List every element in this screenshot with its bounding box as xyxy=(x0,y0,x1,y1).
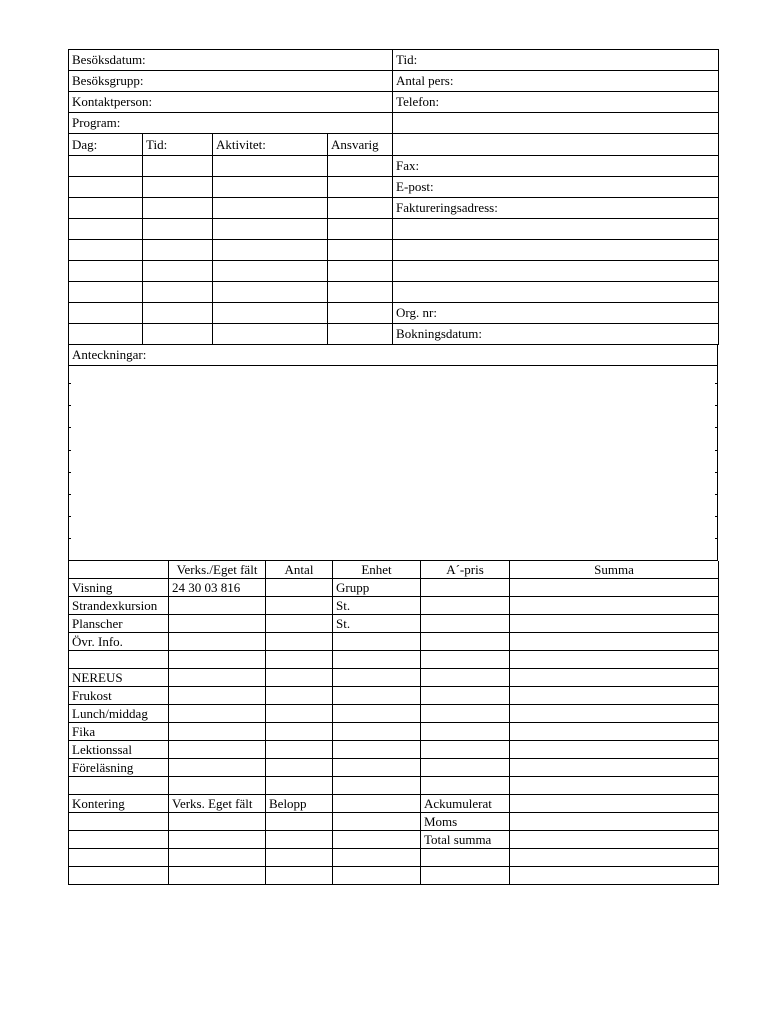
accounting-cell[interactable] xyxy=(421,849,510,867)
moms-value[interactable] xyxy=(510,813,719,831)
schedule-cell[interactable] xyxy=(143,156,213,177)
enhet-cell[interactable] xyxy=(333,651,421,669)
schedule-cell[interactable] xyxy=(69,282,143,303)
antal-pers-label: Antal pers: xyxy=(396,73,454,88)
blank-right-cell[interactable] xyxy=(393,261,719,282)
schedule-cell[interactable] xyxy=(328,324,393,345)
summa-cell[interactable] xyxy=(510,597,719,615)
belopp-label: Belopp xyxy=(266,795,333,813)
summa-cell[interactable] xyxy=(510,651,719,669)
kontaktperson-field[interactable] xyxy=(69,92,393,113)
antal-cell[interactable] xyxy=(266,687,333,705)
enhet-cell[interactable]: St. xyxy=(333,615,421,633)
accounting-cell[interactable] xyxy=(69,831,169,849)
apris-cell[interactable] xyxy=(421,741,510,759)
apris-cell[interactable] xyxy=(421,723,510,741)
schedule-cell[interactable] xyxy=(328,303,393,324)
schedule-cell[interactable] xyxy=(328,156,393,177)
apris-cell[interactable] xyxy=(421,597,510,615)
antal-cell[interactable] xyxy=(266,633,333,651)
moms-label: Moms xyxy=(421,813,510,831)
col-verks: Verks./Eget fält xyxy=(169,561,266,579)
schedule-cell[interactable] xyxy=(69,324,143,345)
faktureringsadress-label: Faktureringsadress: xyxy=(396,200,498,215)
enhet-cell[interactable] xyxy=(333,759,421,777)
schedule-cell[interactable] xyxy=(143,240,213,261)
apris-cell[interactable] xyxy=(421,687,510,705)
pricing-corner xyxy=(69,561,169,579)
verks-cell[interactable]: 24 30 03 816 xyxy=(169,579,266,597)
margin-tick xyxy=(68,405,71,406)
fax-field[interactable] xyxy=(393,156,719,177)
verks-cell[interactable] xyxy=(169,723,266,741)
margin-tick xyxy=(715,383,718,384)
margin-tick xyxy=(68,516,71,517)
accounting-cell[interactable] xyxy=(69,867,169,885)
schedule-cell[interactable] xyxy=(143,261,213,282)
verks-cell[interactable] xyxy=(169,669,266,687)
schedule-cell[interactable] xyxy=(69,198,143,219)
pricing-row xyxy=(69,705,719,723)
accounting-cell[interactable] xyxy=(266,831,333,849)
accounting-row xyxy=(69,795,719,813)
epost-label: E-post: xyxy=(396,179,434,194)
margin-tick xyxy=(68,450,71,451)
col-antal: Antal xyxy=(266,561,333,579)
col-ansvarig: Ansvarig xyxy=(328,134,393,156)
enhet-cell[interactable] xyxy=(333,777,421,795)
notes-label: Anteckningar: xyxy=(69,345,718,366)
schedule-cell[interactable] xyxy=(213,261,328,282)
notes-header xyxy=(68,345,718,366)
total-summa-value[interactable] xyxy=(510,831,719,849)
accounting-row xyxy=(69,849,719,867)
margin-tick xyxy=(715,427,718,428)
telefon-label: Telefon: xyxy=(396,94,440,109)
enhet-cell[interactable]: Grupp xyxy=(333,579,421,597)
margin-tick xyxy=(68,494,71,495)
pricing-row xyxy=(69,759,719,777)
row-label: Frukost xyxy=(69,687,169,705)
notes-area[interactable] xyxy=(68,366,718,561)
schedule-cell[interactable] xyxy=(213,156,328,177)
enhet-cell[interactable] xyxy=(333,723,421,741)
program-label: Program: xyxy=(72,115,121,130)
pricing-row xyxy=(69,579,719,597)
antal-cell[interactable] xyxy=(266,741,333,759)
antal-cell[interactable] xyxy=(266,705,333,723)
accounting-cell[interactable] xyxy=(510,849,719,867)
row-label: Övr. Info. xyxy=(69,633,169,651)
margin-tick xyxy=(68,472,71,473)
row-label: Föreläsning xyxy=(69,759,169,777)
summa-cell[interactable] xyxy=(510,687,719,705)
verks-cell[interactable] xyxy=(169,759,266,777)
accounting-cell[interactable] xyxy=(333,831,421,849)
schedule-cell[interactable] xyxy=(213,219,328,240)
besoksgrupp-label: Besöksgrupp: xyxy=(72,73,144,88)
schedule-cell[interactable] xyxy=(213,240,328,261)
pricing-row xyxy=(69,777,719,795)
besoksdatum-label: Besöksdatum: xyxy=(72,52,146,67)
verks-cell[interactable] xyxy=(169,633,266,651)
ackumulerat-value[interactable] xyxy=(510,795,719,813)
accounting-cell[interactable] xyxy=(69,813,169,831)
org-nr-label: Org. nr: xyxy=(396,305,437,320)
verks-cell[interactable] xyxy=(169,777,266,795)
accounting-cell[interactable] xyxy=(69,849,169,867)
summa-cell[interactable] xyxy=(510,705,719,723)
row-label xyxy=(69,651,169,669)
blank-right-cell[interactable] xyxy=(393,134,719,156)
antal-cell[interactable] xyxy=(266,777,333,795)
schedule-cell[interactable] xyxy=(328,198,393,219)
antal-cell[interactable] xyxy=(266,723,333,741)
enhet-cell[interactable] xyxy=(333,669,421,687)
blank-right-cell[interactable] xyxy=(393,282,719,303)
program-field[interactable] xyxy=(69,113,393,134)
antal-cell[interactable] xyxy=(266,669,333,687)
schedule-cell[interactable] xyxy=(69,261,143,282)
summa-cell[interactable] xyxy=(510,633,719,651)
schedule-cell[interactable] xyxy=(328,261,393,282)
margin-tick xyxy=(68,427,71,428)
schedule-cell[interactable] xyxy=(213,282,328,303)
accounting-cell[interactable] xyxy=(421,867,510,885)
pricing-row xyxy=(69,723,719,741)
col-dag: Dag: xyxy=(69,134,143,156)
pricing-row xyxy=(69,651,719,669)
col-apris: A´-pris xyxy=(421,561,510,579)
summa-cell[interactable] xyxy=(510,759,719,777)
apris-cell[interactable] xyxy=(421,651,510,669)
accounting-cell[interactable] xyxy=(333,867,421,885)
schedule-cell[interactable] xyxy=(69,156,143,177)
faktureringsadress-field[interactable] xyxy=(393,198,719,219)
apris-cell[interactable] xyxy=(421,705,510,723)
ackumulerat-label: Ackumulerat xyxy=(421,795,510,813)
row-label: Fika xyxy=(69,723,169,741)
accounting-cell[interactable] xyxy=(266,849,333,867)
schedule-cell[interactable] xyxy=(143,303,213,324)
margin-tick xyxy=(715,472,718,473)
col-summa: Summa xyxy=(510,561,719,579)
telefon-field[interactable] xyxy=(393,92,719,113)
row-label xyxy=(69,777,169,795)
accounting-cell[interactable] xyxy=(333,849,421,867)
apris-cell[interactable] xyxy=(421,579,510,597)
verks-cell[interactable] xyxy=(169,741,266,759)
schedule-cell[interactable] xyxy=(143,282,213,303)
schedule-cell[interactable] xyxy=(213,198,328,219)
summa-cell[interactable] xyxy=(510,579,719,597)
header-table xyxy=(68,49,719,345)
pricing-row xyxy=(69,615,719,633)
org-nr-field[interactable] xyxy=(393,303,719,324)
row-label: Visning xyxy=(69,579,169,597)
margin-tick xyxy=(68,538,71,539)
summa-cell[interactable] xyxy=(510,741,719,759)
apris-cell[interactable] xyxy=(421,759,510,777)
bokningsdatum-field[interactable] xyxy=(393,324,719,345)
enhet-cell[interactable] xyxy=(333,633,421,651)
accounting-row xyxy=(69,867,719,885)
pricing-row xyxy=(69,687,719,705)
schedule-cell[interactable] xyxy=(213,324,328,345)
schedule-cell[interactable] xyxy=(69,177,143,198)
summa-cell[interactable] xyxy=(510,615,719,633)
schedule-cell[interactable] xyxy=(69,303,143,324)
schedule-cell[interactable] xyxy=(143,219,213,240)
epost-field[interactable] xyxy=(393,177,719,198)
besoksgrupp-field[interactable] xyxy=(69,71,393,92)
summa-cell[interactable] xyxy=(510,723,719,741)
summa-cell[interactable] xyxy=(510,669,719,687)
margin-tick xyxy=(715,405,718,406)
accounting-cell[interactable] xyxy=(266,813,333,831)
accounting-cell[interactable] xyxy=(510,867,719,885)
schedule-cell[interactable] xyxy=(143,177,213,198)
verks-eget-label: Verks. Eget fält xyxy=(169,795,266,813)
pricing-table xyxy=(68,561,719,885)
pricing-row xyxy=(69,633,719,651)
schedule-cell[interactable] xyxy=(143,198,213,219)
schedule-cell[interactable] xyxy=(328,282,393,303)
schedule-cell[interactable] xyxy=(328,240,393,261)
apris-cell[interactable] xyxy=(421,669,510,687)
col-enhet: Enhet xyxy=(333,561,421,579)
verks-cell[interactable] xyxy=(169,597,266,615)
antal-cell[interactable] xyxy=(266,615,333,633)
margin-tick xyxy=(68,383,71,384)
schedule-cell[interactable] xyxy=(328,219,393,240)
apris-cell[interactable] xyxy=(421,633,510,651)
schedule-cell[interactable] xyxy=(69,240,143,261)
verks-cell[interactable] xyxy=(169,615,266,633)
accounting-row xyxy=(69,813,719,831)
row-label: Planscher xyxy=(69,615,169,633)
accounting-cell[interactable] xyxy=(333,813,421,831)
enhet-cell[interactable] xyxy=(333,741,421,759)
antal-pers-field[interactable] xyxy=(393,71,719,92)
accounting-cell[interactable] xyxy=(266,867,333,885)
blank-right-cell[interactable] xyxy=(393,240,719,261)
antal-cell[interactable] xyxy=(266,759,333,777)
tid-label: Tid: xyxy=(396,52,418,67)
kontaktperson-label: Kontaktperson: xyxy=(72,94,153,109)
pricing-row xyxy=(69,597,719,615)
accounting-cell[interactable] xyxy=(333,795,421,813)
margin-tick xyxy=(715,538,718,539)
margin-tick xyxy=(715,516,718,517)
schedule-cell[interactable] xyxy=(213,303,328,324)
apris-cell[interactable] xyxy=(421,777,510,795)
verks-cell[interactable] xyxy=(169,651,266,669)
fax-label: Fax: xyxy=(396,158,420,173)
accounting-cell[interactable] xyxy=(169,831,266,849)
schedule-cell[interactable] xyxy=(69,219,143,240)
booking-form xyxy=(68,49,718,885)
accounting-cell[interactable] xyxy=(169,813,266,831)
tid-field[interactable] xyxy=(393,50,719,71)
margin-tick xyxy=(715,450,718,451)
blank-right-cell[interactable] xyxy=(393,113,719,134)
row-label: NEREUS xyxy=(69,669,169,687)
bokningsdatum-label: Bokningsdatum: xyxy=(396,326,482,341)
blank-right-cell[interactable] xyxy=(393,219,719,240)
antal-cell[interactable] xyxy=(266,579,333,597)
margin-tick xyxy=(715,494,718,495)
enhet-cell[interactable] xyxy=(333,687,421,705)
row-label: Strandexkursion xyxy=(69,597,169,615)
accounting-cell[interactable] xyxy=(169,849,266,867)
besoksdatum-field[interactable] xyxy=(69,50,393,71)
verks-cell[interactable] xyxy=(169,705,266,723)
schedule-cell[interactable] xyxy=(213,177,328,198)
schedule-cell[interactable] xyxy=(143,324,213,345)
verks-cell[interactable] xyxy=(169,687,266,705)
accounting-cell[interactable] xyxy=(169,867,266,885)
summa-cell[interactable] xyxy=(510,777,719,795)
col-tid: Tid: xyxy=(143,134,213,156)
apris-cell[interactable] xyxy=(421,615,510,633)
antal-cell[interactable] xyxy=(266,597,333,615)
total-summa-label: Total summa xyxy=(421,831,510,849)
pricing-row xyxy=(69,669,719,687)
kontering-label: Kontering xyxy=(69,795,169,813)
pricing-row xyxy=(69,741,719,759)
enhet-cell[interactable] xyxy=(333,705,421,723)
schedule-cell[interactable] xyxy=(328,177,393,198)
enhet-cell[interactable]: St. xyxy=(333,597,421,615)
col-aktivitet: Aktivitet: xyxy=(213,134,328,156)
row-label: Lunch/middag xyxy=(69,705,169,723)
antal-cell[interactable] xyxy=(266,651,333,669)
row-label: Lektionssal xyxy=(69,741,169,759)
accounting-row xyxy=(69,831,719,849)
